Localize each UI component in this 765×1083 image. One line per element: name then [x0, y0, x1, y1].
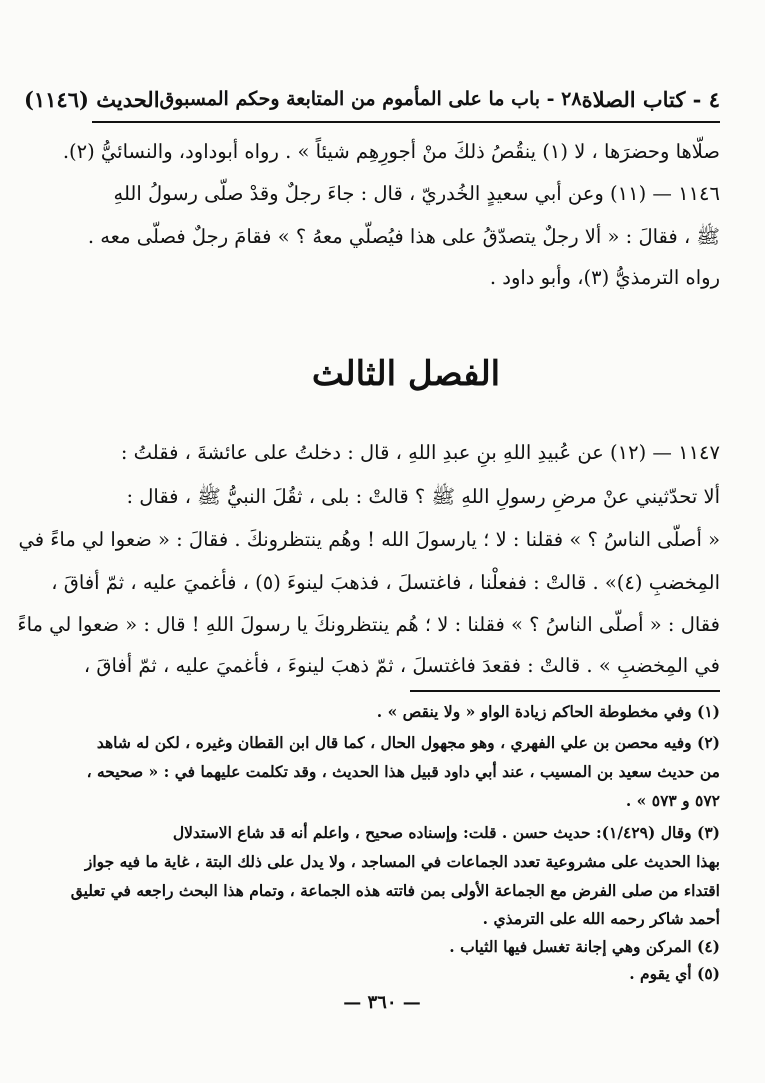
footnote-rule — [410, 690, 720, 692]
body-line: ١١٤٦ — (١١) وعن أبي سعيدٍ الخُدريّ ، قال : جاءَ رجلٌ وقدْ صلّى رسولُ اللهِ — [113, 182, 720, 205]
footnote-line: بهذا الحديث على مشروعية تعدد الجماعات في المساجد ، ولا يدل على ذلك البتة ، غاية ما فيه جواز — [84, 852, 720, 871]
body-line: رواه الترمذيُّ (٣)، وأبو داود . — [489, 266, 720, 289]
footnote-line: (٥) أي يقوم . — [629, 964, 720, 983]
header-page-marker: ٤ - كتاب الصلاة — [581, 86, 720, 112]
footnote-line: (٣) وقال (١/٤٢٩): حديث حسن . قلت: وإسناده صحيح ، واعلم أنه قد شاع الاستدلال — [172, 823, 720, 842]
body-line: ١١٤٧ — (١٢) عن عُبيدِ اللهِ بنِ عبدِ اللهِ ، قال : دخلتُ على عائشةَ ، فقلتُ : — [120, 441, 720, 464]
footnote-line: (٢) وفيه محصن بن علي الفهري ، وهو مجهول الحال ، كما قال ابن القطان وغيره ، لكن له شاهد — [96, 733, 720, 752]
header-chapter: ٢٨ - باب ما على المأموم من المتابعة وحكم المسبوق — [159, 88, 582, 110]
body-line: المِخضبِ (٤)» . قالتْ : ففعلْنا ، فاغتسلَ ، فذهبَ لينوءَ (٥) ، فأغميَ عليه ، ثمّ أفاقَ ، — [51, 571, 720, 594]
body-line: « أصلّى الناسُ ؟ » فقلنا : لا ؛ يارسولَ الله ! وهُم ينتظرونكَ . فقالَ : « ضعوا لي ماءً في — [18, 528, 720, 551]
header-hadith-ref: الحديث (١١٤٦) — [23, 86, 160, 112]
footnote-line: اقتداء من صلى الفرض مع الجماعة الأولى بمن فاتته هذه الجماعة ، وتمام هذا البحث راجعه في تعليق — [70, 881, 720, 900]
page-number: — ٣٦٠ — — [343, 992, 421, 1013]
footnote-line: من حديث سعيد بن المسيب ، عند أبي داود قبيل هذا الحديث ، وقد تكلمت عليهما في : « صحيحه ، — [86, 762, 720, 781]
running-header — [23, 80, 720, 118]
footnote-line: ٥٧٢ و ٥٧٣ » . — [625, 791, 720, 810]
body-line: ﷺ ، فقالَ : « ألا رجلٌ يتصدّقُ على هذا فيُصلّي معهُ ؟ » فقامَ رجلٌ فصلّى معه . — [87, 225, 720, 248]
footnote-line: أحمد شاكر رحمه الله على الترمذي . — [482, 909, 720, 928]
body-line: فقال : « أصلّى الناسُ ؟ » فقلنا : لا ؛ هُم ينتظرونكَ يا رسولَ اللهِ ! قال : « ضعوا لي ماءً — [17, 613, 720, 636]
body-line: في المِخضبِ » . قالتْ : فقعدَ فاغتسلَ ، ثمّ ذهبَ لينوءَ ، فأغميَ عليه ، ثمّ أفاقَ ، — [83, 654, 720, 677]
header-rule — [92, 121, 720, 123]
chapter-title: الفصل الثالث — [311, 354, 501, 394]
body-line: صلّاها وحضرَها ، لا (١) ينقُصُ ذلكَ منْ أجورِهِم شيئاً » . رواه أبوداود، والنسائيُّ (٢). — [62, 140, 720, 163]
footnote-line: (١) وفي مخطوطة الحاكم زيادة الواو « ولا ينقص » . — [376, 702, 720, 721]
body-line: ألا تحدّثيني عنْ مرضِ رسولِ اللهِ ﷺ ؟ قالتْ : بلى ، ثقُلَ النبيُّ ﷺ ، فقال : — [126, 485, 720, 508]
footnote-line: (٤) المركن وهي إجانة تغسل فيها الثياب . — [449, 937, 720, 956]
